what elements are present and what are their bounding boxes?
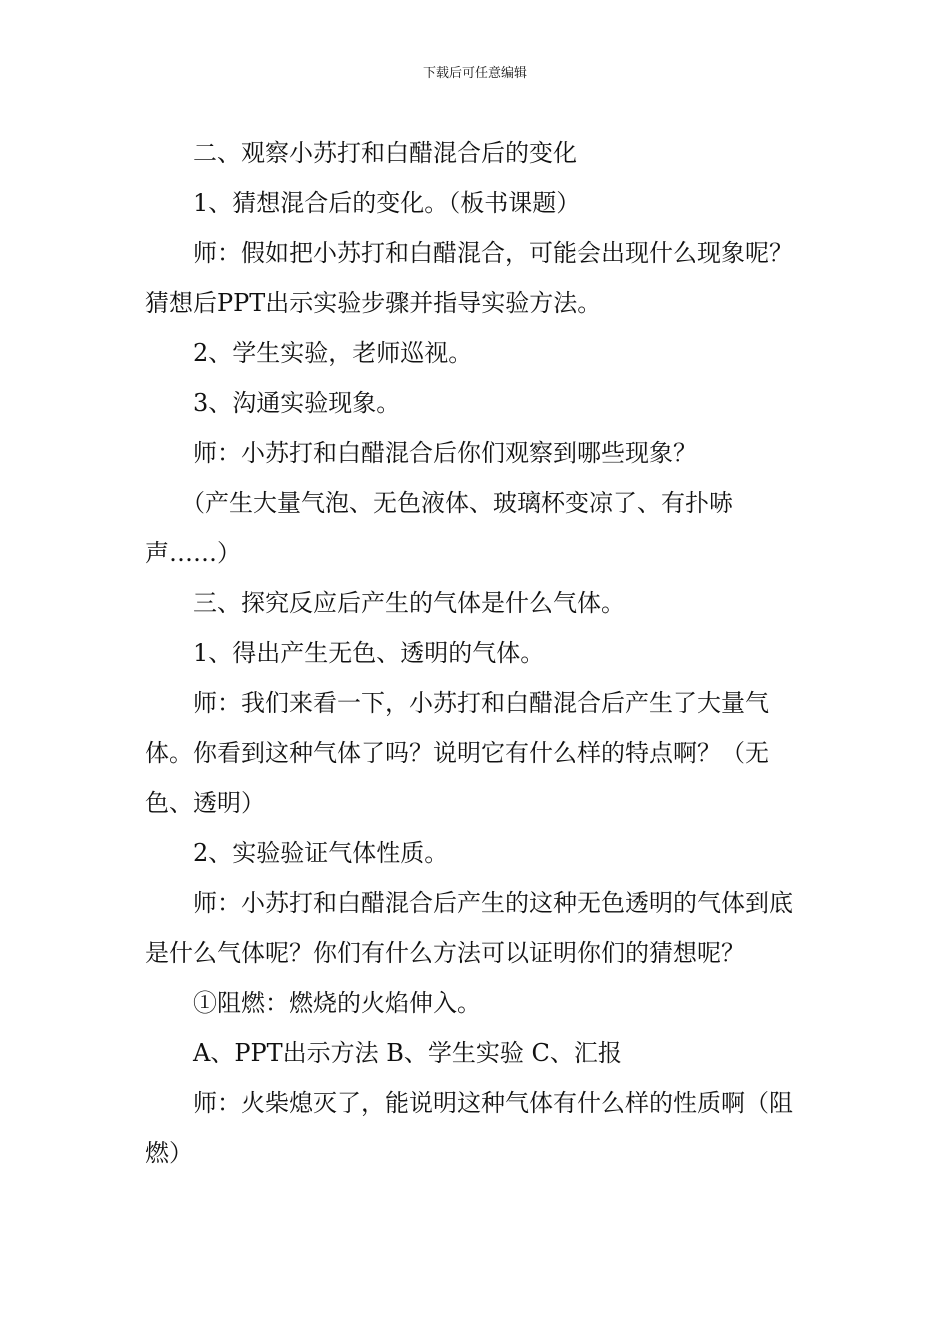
paragraph: 师：小苏打和白醋混合后产生的这种无色透明的气体到底是什么气体呢？你们有什么方法可以证明你们的猜想呢？ [145, 889, 793, 967]
paragraph: 1、猜想混合后的变化。（板书课题） [193, 189, 581, 217]
paragraph: 2、实验验证气体性质。 [193, 839, 449, 867]
paragraph: 1、得出产生无色、透明的气体。 [193, 639, 545, 667]
section-heading-3: 三、探究反应后产生的气体是什么气体。 [193, 589, 625, 617]
paragraph: 师：小苏打和白醋混合后你们观察到哪些现象？ [193, 439, 697, 467]
paragraph: 2、学生实验，老师巡视。 [193, 339, 473, 367]
paragraph: 师：火柴熄灭了，能说明这种气体有什么样的性质啊（阻燃） [145, 1089, 793, 1167]
paragraph: 师：我们来看一下，小苏打和白醋混合后产生了大量气体。你看到这种气体了吗？说明它有什么样的特点啊？（无色、透明） [145, 689, 769, 817]
document-body [145, 128, 811, 1178]
paragraph: A、PPT出示方法 B、学生实验 C、汇报 [193, 1039, 622, 1067]
paragraph: （产生大量气泡、无色液体、玻璃杯变凉了、有扑哧声……） [145, 489, 733, 567]
paragraph: 3、沟通实验现象。 [193, 389, 401, 417]
paragraph: 师：假如把小苏打和白醋混合，可能会出现什么现象呢？猜想后PPT出示实验步骤并指导实验方法。 [145, 239, 793, 317]
paragraph: ①阻燃：燃烧的火焰伸入。 [193, 989, 481, 1017]
section-heading-2: 二、观察小苏打和白醋混合后的变化 [193, 139, 577, 167]
page-header: 下载后可任意编辑 [422, 66, 527, 81]
